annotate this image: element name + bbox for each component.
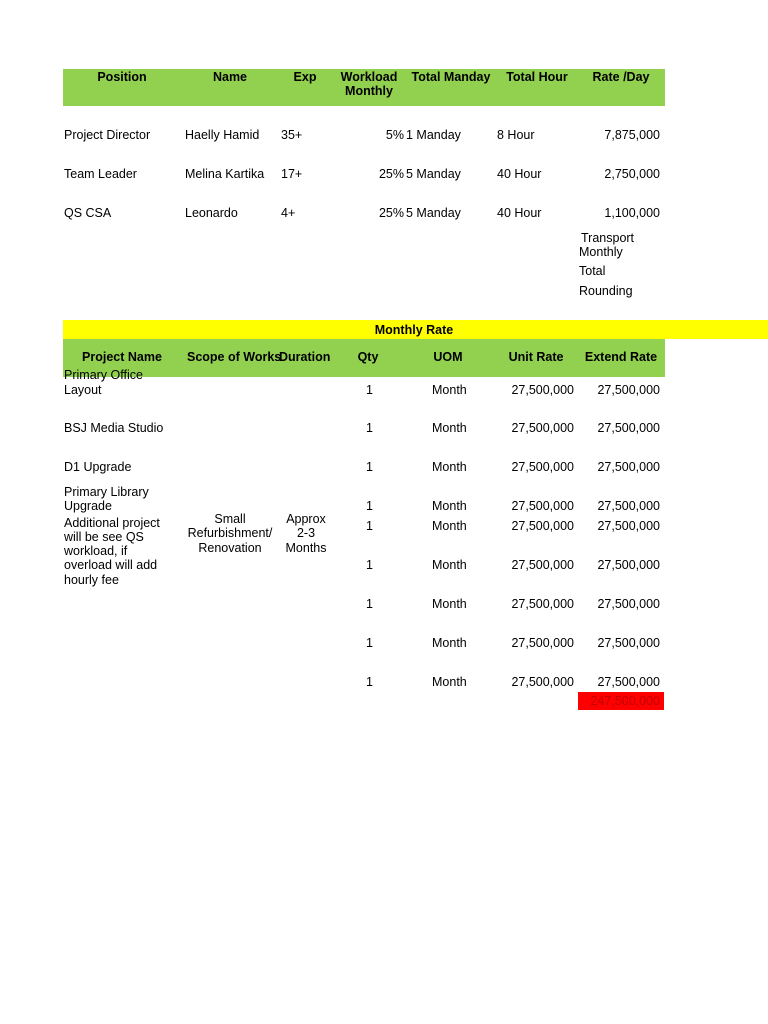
uom-cell: Month bbox=[432, 675, 467, 689]
qty-cell: 1 bbox=[366, 519, 373, 533]
staff-workload: 25% bbox=[378, 206, 404, 220]
uom-cell: Month bbox=[432, 421, 467, 435]
monthly-rate-title: Monthly Rate bbox=[374, 323, 454, 337]
duration-line2: 2-3 bbox=[296, 526, 316, 540]
scope-line2: Refurbishment/ bbox=[187, 526, 273, 540]
header-exp: Exp bbox=[293, 70, 317, 84]
grand-total-value: 247,500,000 bbox=[590, 694, 660, 708]
staff-position: Team Leader bbox=[64, 167, 137, 181]
unit-rate-cell: 27,500,000 bbox=[511, 383, 574, 397]
staff-manday: 1 Manday bbox=[406, 128, 461, 142]
project-note-line5: hourly fee bbox=[64, 573, 119, 587]
staff-exp: 17+ bbox=[281, 167, 303, 181]
staff-name: Melina Kartika bbox=[185, 167, 265, 181]
staff-rate: 1,100,000 bbox=[604, 206, 660, 220]
unit-rate-cell: 27,500,000 bbox=[511, 636, 574, 650]
staff-rate: 7,875,000 bbox=[604, 128, 660, 142]
extend-rate-cell: 27,500,000 bbox=[597, 383, 660, 397]
header-rate-day: Rate /Day bbox=[592, 70, 650, 84]
label-monthly: Monthly bbox=[579, 245, 623, 259]
uom-cell: Month bbox=[432, 519, 467, 533]
header-position: Position bbox=[97, 70, 147, 84]
qty-cell: 1 bbox=[366, 460, 373, 474]
project-bsj-media-studio: BSJ Media Studio bbox=[64, 421, 164, 435]
uom-cell: Month bbox=[432, 558, 467, 572]
header-workload: Workload Monthly bbox=[340, 70, 398, 98]
header-total-hour: Total Hour bbox=[506, 70, 568, 84]
project-note-line2: will be see QS bbox=[64, 530, 144, 544]
header-qty: Qty bbox=[357, 350, 379, 364]
extend-rate-cell: 27,500,000 bbox=[597, 421, 660, 435]
uom-cell: Month bbox=[432, 636, 467, 650]
project-primary-office-line1: Primary Office bbox=[64, 368, 143, 382]
scope-line3: Renovation bbox=[198, 541, 262, 555]
staff-manday: 5 Manday bbox=[406, 167, 461, 181]
staff-name: Haelly Hamid bbox=[185, 128, 260, 142]
staff-workload: 5% bbox=[385, 128, 404, 142]
qty-cell: 1 bbox=[366, 499, 373, 513]
extend-rate-cell: 27,500,000 bbox=[597, 558, 660, 572]
qty-cell: 1 bbox=[366, 383, 373, 397]
staff-exp: 4+ bbox=[281, 206, 296, 220]
unit-rate-cell: 27,500,000 bbox=[511, 675, 574, 689]
header-scope: Scope of Works bbox=[187, 350, 282, 364]
staff-hour: 40 Hour bbox=[497, 206, 542, 220]
project-primary-office-line2: Layout bbox=[64, 383, 102, 397]
label-rounding: Rounding bbox=[579, 284, 633, 298]
unit-rate-cell: 27,500,000 bbox=[511, 460, 574, 474]
label-total: Total bbox=[579, 264, 606, 278]
extend-rate-cell: 27,500,000 bbox=[597, 597, 660, 611]
unit-rate-cell: 27,500,000 bbox=[511, 519, 574, 533]
extend-rate-cell: 27,500,000 bbox=[597, 675, 660, 689]
qty-cell: 1 bbox=[366, 421, 373, 435]
project-primary-library-line2: Upgrade bbox=[64, 499, 112, 513]
staff-hour: 8 Hour bbox=[497, 128, 535, 142]
staff-exp: 35+ bbox=[281, 128, 303, 142]
extend-rate-cell: 27,500,000 bbox=[597, 636, 660, 650]
header-duration: Duration bbox=[279, 350, 331, 364]
staff-hour: 40 Hour bbox=[497, 167, 542, 181]
staff-workload: 25% bbox=[378, 167, 404, 181]
scope-line1: Small bbox=[214, 512, 246, 526]
uom-cell: Month bbox=[432, 383, 467, 397]
staff-rate: 2,750,000 bbox=[604, 167, 660, 181]
header-name: Name bbox=[212, 70, 248, 84]
header-uom: UOM bbox=[433, 350, 463, 364]
staff-manday: 5 Manday bbox=[406, 206, 461, 220]
project-d1-upgrade: D1 Upgrade bbox=[64, 460, 132, 474]
extend-rate-cell: 27,500,000 bbox=[597, 499, 660, 513]
unit-rate-cell: 27,500,000 bbox=[511, 558, 574, 572]
uom-cell: Month bbox=[432, 499, 467, 513]
uom-cell: Month bbox=[432, 460, 467, 474]
project-note-line3: workload, if bbox=[64, 544, 128, 558]
unit-rate-cell: 27,500,000 bbox=[511, 499, 574, 513]
project-note-line1: Additional project bbox=[64, 516, 160, 530]
project-primary-library-line1: Primary Library bbox=[64, 485, 149, 499]
qty-cell: 1 bbox=[366, 675, 373, 689]
staff-position: Project Director bbox=[64, 128, 151, 142]
label-transport: Transport bbox=[581, 231, 635, 245]
header-total-manday: Total Manday bbox=[411, 70, 491, 84]
header-project-name: Project Name bbox=[82, 350, 162, 364]
qty-cell: 1 bbox=[366, 558, 373, 572]
extend-rate-cell: 27,500,000 bbox=[597, 460, 660, 474]
duration-line1: Approx bbox=[286, 512, 326, 526]
staff-name: Leonardo bbox=[185, 206, 238, 220]
header-unit-rate: Unit Rate bbox=[508, 350, 564, 364]
duration-line3: Months bbox=[285, 541, 327, 555]
qty-cell: 1 bbox=[366, 597, 373, 611]
header-extend-rate: Extend Rate bbox=[584, 350, 658, 364]
extend-rate-cell: 27,500,000 bbox=[597, 519, 660, 533]
staff-position: QS CSA bbox=[64, 206, 112, 220]
uom-cell: Month bbox=[432, 597, 467, 611]
qty-cell: 1 bbox=[366, 636, 373, 650]
project-note-line4: overload will add bbox=[64, 558, 158, 572]
unit-rate-cell: 27,500,000 bbox=[511, 597, 574, 611]
unit-rate-cell: 27,500,000 bbox=[511, 421, 574, 435]
